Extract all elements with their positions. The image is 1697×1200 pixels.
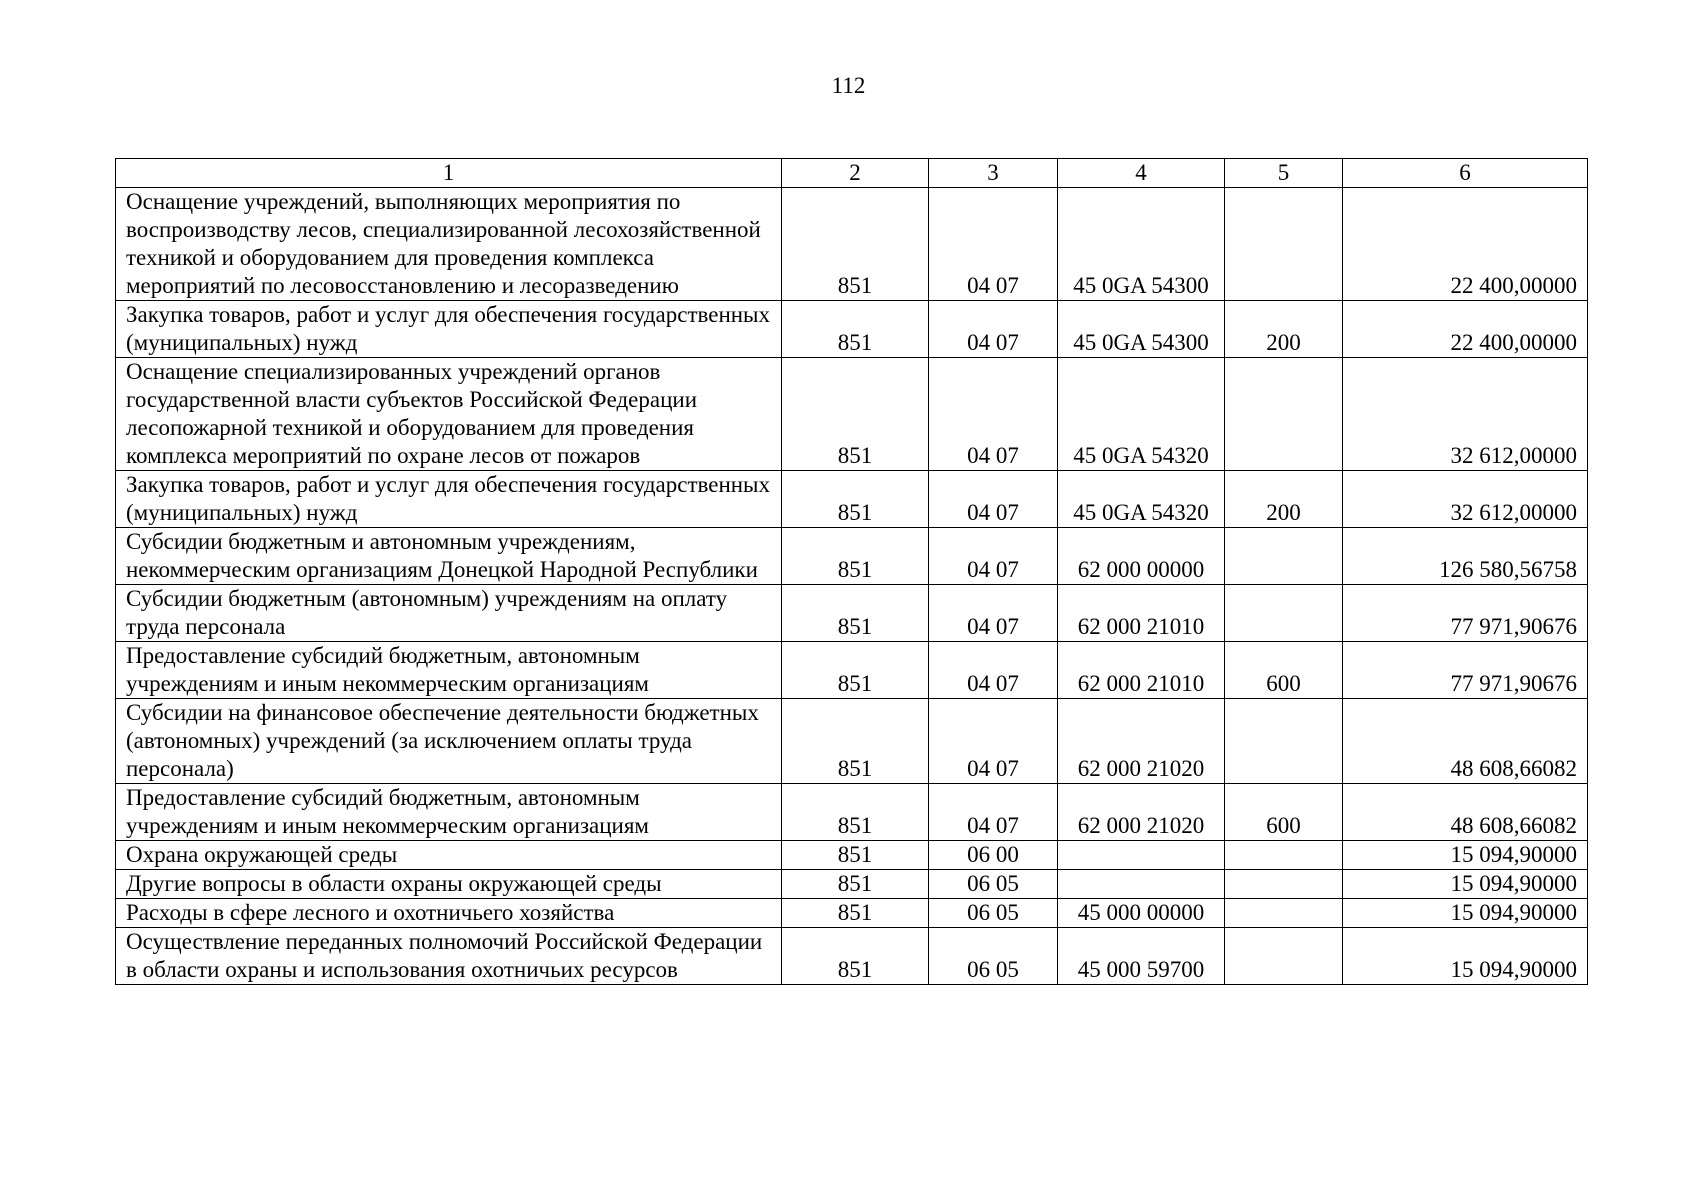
amount-cell: 48 608,66082 [1343, 784, 1588, 841]
item-name-cell: Оснащение специализированных учреждений органов государственной власти субъектов Российской Федерации лесопожарной техникой и оборудованием для проведения комплекса мероприятий по охране лесов от пожаров [116, 358, 782, 471]
item-name-cell: Субсидии на финансовое обеспечение деятельности бюджетных (автономных) учреждений (за исключением оплаты труда персонала) [116, 699, 782, 784]
section-code-cell: 06 05 [929, 870, 1058, 899]
target-article-cell: 45 0GA 54300 [1058, 188, 1225, 301]
budget-table [115, 158, 1588, 985]
table-row [116, 471, 1588, 528]
item-name-cell: Осуществление переданных полномочий Российской Федерации в области охраны и использования охотничьих ресурсов [116, 928, 782, 985]
header-cell-col2: 2 [782, 159, 929, 188]
amount-cell: 15 094,90000 [1343, 841, 1588, 870]
expense-type-cell [1225, 585, 1343, 642]
expense-type-cell [1225, 699, 1343, 784]
page-number: 112 [831, 73, 866, 98]
table-row [116, 585, 1588, 642]
expense-type-cell: 600 [1225, 642, 1343, 699]
item-name-cell: Охрана окружающей среды [116, 841, 782, 870]
amount-cell: 15 094,90000 [1343, 870, 1588, 899]
section-code-cell: 06 00 [929, 841, 1058, 870]
table-row [116, 928, 1588, 985]
amount-cell: 32 612,00000 [1343, 358, 1588, 471]
target-article-cell: 45 000 00000 [1058, 899, 1225, 928]
expense-type-cell [1225, 528, 1343, 585]
item-name-cell: Закупка товаров, работ и услуг для обеспечения государственных (муниципальных) нужд [116, 301, 782, 358]
ministry-code-cell: 851 [782, 528, 929, 585]
section-code-cell: 04 07 [929, 358, 1058, 471]
ministry-code-cell: 851 [782, 301, 929, 358]
section-code-cell: 04 07 [929, 301, 1058, 358]
amount-cell: 15 094,90000 [1343, 928, 1588, 985]
ministry-code-cell: 851 [782, 471, 929, 528]
target-article-cell: 45 0GA 54320 [1058, 358, 1225, 471]
target-article-cell: 45 0GA 54300 [1058, 301, 1225, 358]
amount-cell: 22 400,00000 [1343, 188, 1588, 301]
ministry-code-cell: 851 [782, 188, 929, 301]
expense-type-cell [1225, 928, 1343, 985]
item-name-cell: Субсидии бюджетным и автономным учреждениям, некоммерческим организациям Донецкой Народной Республики [116, 528, 782, 585]
item-name-cell: Закупка товаров, работ и услуг для обеспечения государственных (муниципальных) нужд [116, 471, 782, 528]
amount-cell: 22 400,00000 [1343, 301, 1588, 358]
amount-cell: 32 612,00000 [1343, 471, 1588, 528]
target-article-cell [1058, 870, 1225, 899]
section-code-cell: 04 07 [929, 784, 1058, 841]
header-cell-col5: 5 [1225, 159, 1343, 188]
expense-type-cell [1225, 841, 1343, 870]
section-code-cell: 04 07 [929, 528, 1058, 585]
amount-cell: 77 971,90676 [1343, 585, 1588, 642]
table-row [116, 358, 1588, 471]
target-article-cell [1058, 841, 1225, 870]
table-row [116, 188, 1588, 301]
table-row [116, 841, 1588, 870]
expense-type-cell [1225, 870, 1343, 899]
section-code-cell: 04 07 [929, 471, 1058, 528]
ministry-code-cell: 851 [782, 841, 929, 870]
amount-cell: 126 580,56758 [1343, 528, 1588, 585]
section-code-cell: 04 07 [929, 585, 1058, 642]
header-cell-col6: 6 [1343, 159, 1588, 188]
amount-cell: 77 971,90676 [1343, 642, 1588, 699]
header-cell-col4: 4 [1058, 159, 1225, 188]
target-article-cell: 62 000 00000 [1058, 528, 1225, 585]
expense-type-cell: 200 [1225, 471, 1343, 528]
target-article-cell: 62 000 21020 [1058, 784, 1225, 841]
item-name-cell: Другие вопросы в области охраны окружающей среды [116, 870, 782, 899]
item-name-cell: Субсидии бюджетным (автономным) учреждениям на оплату труда персонала [116, 585, 782, 642]
expense-type-cell [1225, 899, 1343, 928]
section-code-cell: 04 07 [929, 188, 1058, 301]
expense-type-cell [1225, 188, 1343, 301]
item-name-cell: Предоставление субсидий бюджетным, автономным учреждениям и иным некоммерческим организациям [116, 642, 782, 699]
ministry-code-cell: 851 [782, 784, 929, 841]
target-article-cell: 45 000 59700 [1058, 928, 1225, 985]
item-name-cell: Оснащение учреждений, выполняющих мероприятия по воспроизводству лесов, специализированной лесохозяйственной техникой и оборудованием для проведения комплекса мероприятий по лесовосстановлению и лесоразведению [116, 188, 782, 301]
section-code-cell: 06 05 [929, 899, 1058, 928]
table-header-row [116, 159, 1588, 188]
section-code-cell: 06 05 [929, 928, 1058, 985]
table-row [116, 870, 1588, 899]
table-row [116, 899, 1588, 928]
item-name-cell: Предоставление субсидий бюджетным, автономным учреждениям и иным некоммерческим организациям [116, 784, 782, 841]
ministry-code-cell: 851 [782, 899, 929, 928]
ministry-code-cell: 851 [782, 585, 929, 642]
section-code-cell: 04 07 [929, 642, 1058, 699]
table-row [116, 301, 1588, 358]
table-row [116, 699, 1588, 784]
target-article-cell: 62 000 21010 [1058, 585, 1225, 642]
item-name-cell: Расходы в сфере лесного и охотничьего хозяйства [116, 899, 782, 928]
ministry-code-cell: 851 [782, 870, 929, 899]
header-cell-col3: 3 [929, 159, 1058, 188]
ministry-code-cell: 851 [782, 699, 929, 784]
section-code-cell: 04 07 [929, 699, 1058, 784]
expense-type-cell: 200 [1225, 301, 1343, 358]
target-article-cell: 45 0GA 54320 [1058, 471, 1225, 528]
target-article-cell: 62 000 21010 [1058, 642, 1225, 699]
expense-type-cell: 600 [1225, 784, 1343, 841]
ministry-code-cell: 851 [782, 358, 929, 471]
table-row [116, 528, 1588, 585]
table-row [116, 642, 1588, 699]
expense-type-cell [1225, 358, 1343, 471]
table-row [116, 784, 1588, 841]
ministry-code-cell: 851 [782, 642, 929, 699]
amount-cell: 48 608,66082 [1343, 699, 1588, 784]
target-article-cell: 62 000 21020 [1058, 699, 1225, 784]
amount-cell: 15 094,90000 [1343, 899, 1588, 928]
ministry-code-cell: 851 [782, 928, 929, 985]
header-cell-col1: 1 [116, 159, 782, 188]
